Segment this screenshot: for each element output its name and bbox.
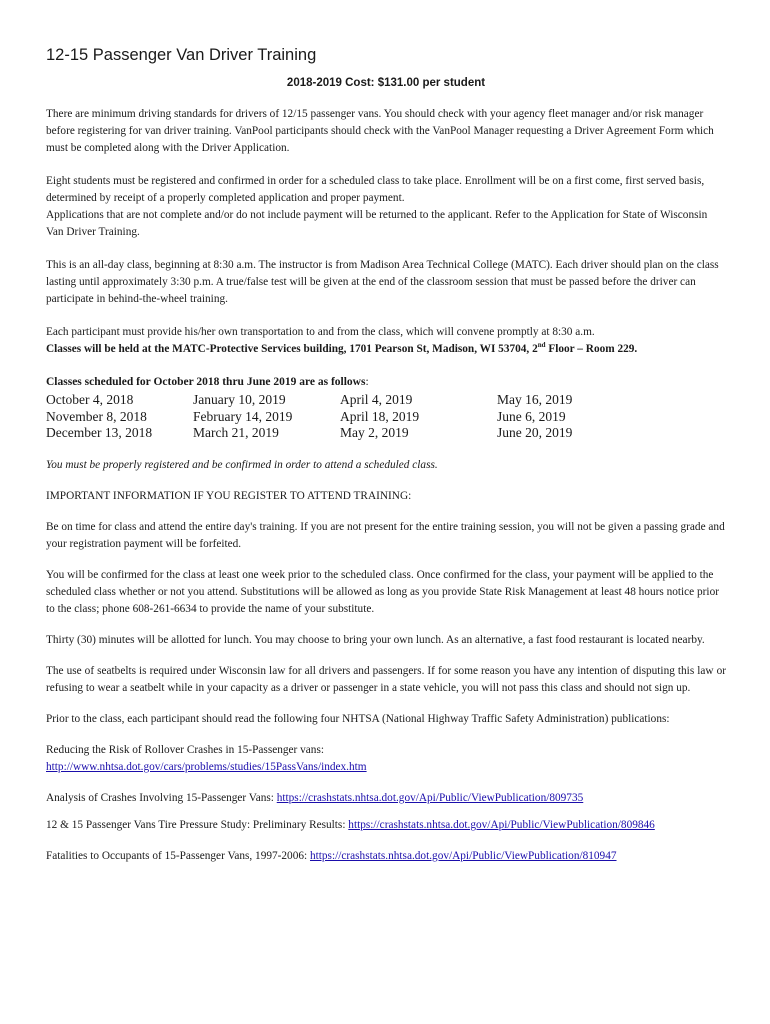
- schedule-heading-colon: :: [365, 376, 369, 388]
- publication-link[interactable]: https://crashstats.nhtsa.dot.gov/Api/Public/ViewPublication/809735: [276, 792, 584, 804]
- class-date: November 8, 2018: [46, 408, 147, 424]
- on-time-paragraph: Be on time for class and attend the entire day's training. If you are not present for the entire training session, you will not be given a passing grade and your registration payment will be forfeited.: [46, 521, 725, 550]
- seatbelt-paragraph: The use of seatbelts is required under Wisconsin law for all drivers and passengers. If for some reason you have any intention of disputing this law or refusing to wear a seatbelt while in your capacity as a driver or passenger in a state vehicle, you will not pass this class and should not sign up.: [46, 665, 726, 694]
- publication-link[interactable]: https://crashstats.nhtsa.dot.gov/Api/Public/ViewPublication/810947: [309, 850, 617, 862]
- publication-link[interactable]: https://crashstats.nhtsa.dot.gov/Api/Public/ViewPublication/809846: [348, 819, 655, 831]
- class-date: March 21, 2019: [193, 425, 279, 440]
- dates-column-2: [193, 392, 292, 442]
- important-heading: IMPORTANT INFORMATION IF YOU REGISTER TO ATTEND TRAINING:: [46, 490, 412, 502]
- location-line: [46, 341, 726, 358]
- class-day-paragraph: This is an all-day class, beginning at 8:30 a.m. The instructor is from Madison Area Technical College (MATC). Each driver should plan on the class lasting until approximately 3:30 p.m. A true/false test will be given at the end of the classroom session that must be passed before the driver can participate in behind-the-wheel training.: [46, 259, 719, 305]
- class-date: December 13, 2018: [46, 425, 153, 440]
- confirmation-paragraph: You will be confirmed for the class at least one week prior to the scheduled class. Once confirmed for the class, your payment will be applied to the scheduled class whether or not you attend. Substitutions will be allowed as long as you provide State Risk Management at least 48 hours notice prior to the class; phone 608-261-6634 to provide the name of your substitute.: [46, 569, 719, 615]
- registration-note: You must be properly registered and be confirmed in order to attend a scheduled class.: [46, 459, 438, 471]
- publication-item: [46, 790, 726, 807]
- publication-item: [46, 848, 726, 865]
- location-floor: Floor – Room 229.: [545, 343, 638, 355]
- class-date: April 18, 2019: [340, 408, 420, 424]
- schedule-heading-text: Classes scheduled for October 2018 thru June 2019 are as follows: [46, 376, 366, 388]
- document-page: [46, 44, 726, 865]
- enrollment-paragraph: Eight students must be registered and confirmed in order for a scheduled class to take place. Enrollment will be on a first come, first served basis, determined by receipt of a properly completed application and proper payment.: [46, 175, 705, 204]
- lunch-paragraph: Thirty (30) minutes will be allotted for lunch. You may choose to bring your own lunch. As an alternative, a fast food restaurant is located nearby.: [46, 634, 705, 646]
- class-date: May 2, 2019: [340, 425, 409, 440]
- transportation-paragraph: Each participant must provide his/her own transportation to and from the class, which will convene promptly at 8:30 a.m.: [46, 326, 595, 338]
- dates-column-4: [497, 392, 572, 442]
- dates-column-3: [340, 392, 419, 442]
- cost-line: 2018-2019 Cost: $131.00 per student: [286, 77, 486, 89]
- class-date: June 6, 2019: [497, 408, 566, 424]
- publication-item: [46, 817, 726, 834]
- class-date: January 10, 2019: [193, 392, 286, 407]
- class-date: February 14, 2019: [193, 408, 293, 424]
- dates-column-1: [46, 392, 152, 442]
- page-title: 12-15 Passenger Van Driver Training: [46, 46, 317, 64]
- class-date: April 4, 2019: [340, 392, 413, 407]
- publication-link[interactable]: http://www.nhtsa.dot.gov/cars/problems/studies/15PassVans/index.htm: [46, 761, 367, 773]
- location-ordinal: nd: [537, 341, 546, 350]
- prior-reading-paragraph: Prior to the class, each participant should read the following four NHTSA (National Highway Traffic Safety Administration) publications:: [46, 713, 670, 725]
- class-date: October 4, 2018: [46, 392, 134, 407]
- publication-label: Reducing the Risk of Rollover Crashes in 15-Passenger vans:: [46, 744, 324, 756]
- publication-label: Fatalities to Occupants of 15-Passenger Vans, 1997-2006:: [46, 850, 310, 862]
- standards-paragraph: There are minimum driving standards for drivers of 12/15 passenger vans. You should check with your agency fleet manager and/or risk manager before registering for van driver training. VanPool participants should check with the VanPool Manager requesting a Driver Agreement Form which must be completed along with the Driver Application.: [46, 108, 714, 154]
- publication-item: [46, 742, 726, 776]
- schedule-heading: [46, 374, 726, 391]
- class-date: May 16, 2019: [497, 392, 573, 407]
- applications-paragraph: Applications that are not complete and/or do not include payment will be returned to the applicant. Refer to the Application for State of Wisconsin Van Driver Training.: [46, 209, 708, 238]
- location-text: Classes will be held at the MATC-Protective Services building, 1701 Pearson St, Madison, WI 53704, 2: [46, 343, 538, 355]
- publication-label: 12 & 15 Passenger Vans Tire Pressure Study: Preliminary Results:: [46, 819, 349, 831]
- class-date: June 20, 2019: [497, 425, 573, 440]
- schedule-dates: [46, 392, 726, 442]
- publication-label: Analysis of Crashes Involving 15-Passenger Vans:: [46, 792, 277, 804]
